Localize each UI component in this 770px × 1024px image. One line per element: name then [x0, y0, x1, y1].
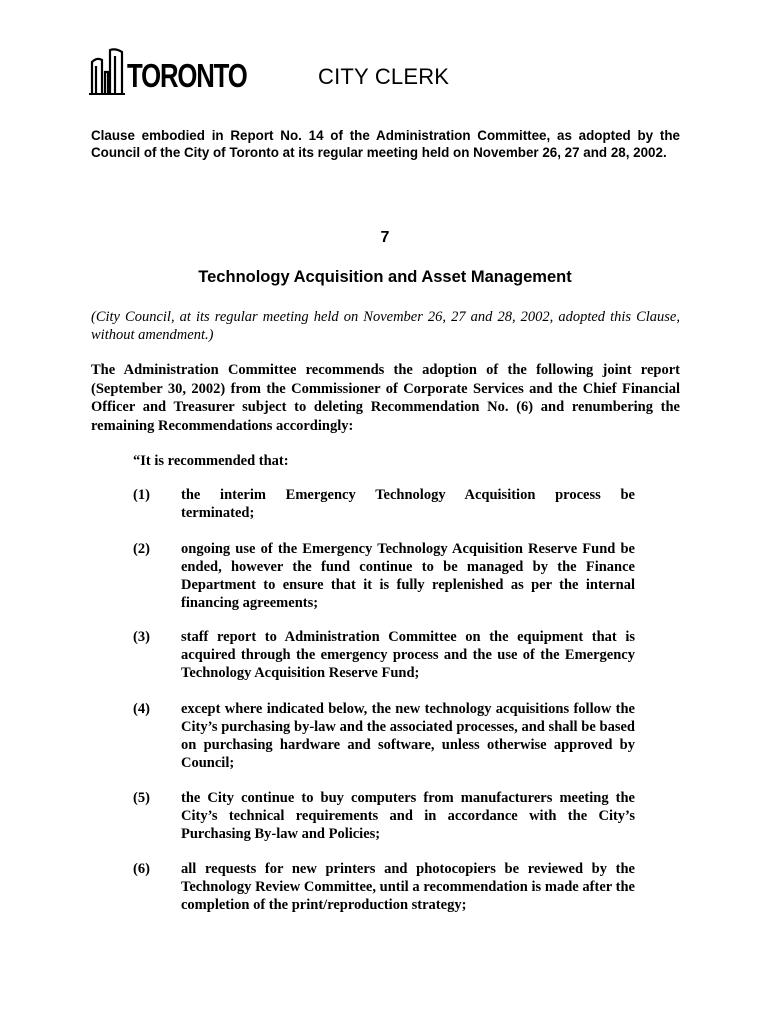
recommendation-text-line: terminated; — [181, 505, 255, 521]
recommendation-text: except where indicated below, the new technology acquisitions follow the City’s purchasing by-law and the associated processes, and shall be based on purchasing hardware and software, unless otherwise approved by Council; — [181, 701, 635, 771]
recommendation-text — [181, 486, 635, 522]
recommendation-text: the City continue to buy computers from manufacturers meeting the City’s technical requirements and in accordance with the City’s Purchasing By-law and Policies; — [181, 790, 635, 842]
department-title: CITY CLERK — [318, 64, 450, 89]
recommendation-text: all requests for new printers and photocopiers be reviewed by the Technology Review Committee, until a recommendation is made after the completion of the print/reproduction strategy; — [181, 861, 635, 913]
city-hall-icon — [89, 46, 125, 96]
recommendation-number: (3) — [133, 629, 150, 645]
committee-recommendation: The Administration Committee recommends the adoption of the following joint report (September 30, 2002) from the Commissioner of Corporate Services and the Chief Financial Officer and Treasurer subject to deleting Recommendation No. (6) and renumbering the remaining Recommendations accordingly: — [91, 362, 680, 434]
recommendation-number: (1) — [133, 487, 150, 503]
recommendation-number: (6) — [133, 861, 150, 877]
council-note: (City Council, at its regular meeting held on November 26, 27 and 28, 2002, adopted this Clause, without amendment.) — [91, 309, 680, 343]
toronto-logo — [89, 46, 249, 96]
recommendation-text-line: the interim Emergency Technology Acquisition process be — [181, 487, 635, 503]
recommendation-number: (4) — [133, 701, 150, 717]
item-title: Technology Acquisition and Asset Management — [198, 268, 572, 286]
recommendation-number: (2) — [133, 541, 150, 557]
recommendation-text: ongoing use of the Emergency Technology Acquisition Reserve Fund be ended, however the fund continue to be managed by the Finance Department to ensure that it is fully replenished as per the internal financing agreements; — [181, 541, 635, 611]
recommendation-number: (5) — [133, 790, 150, 806]
logo-wordmark: TORONTO — [127, 57, 247, 94]
recommendation-text: staff report to Administration Committee on the equipment that is acquired through the emergency process and the use of the Emergency Technology Acquisition Reserve Fund; — [181, 629, 635, 681]
clause-intro: Clause embodied in Report No. 14 of the Administration Committee, as adopted by the Council of the City of Toronto at its regular meeting held on November 26, 27 and 28, 2002. — [91, 128, 680, 160]
item-number: 7 — [380, 229, 390, 246]
recommendations-intro: “It is recommended that: — [133, 453, 289, 469]
